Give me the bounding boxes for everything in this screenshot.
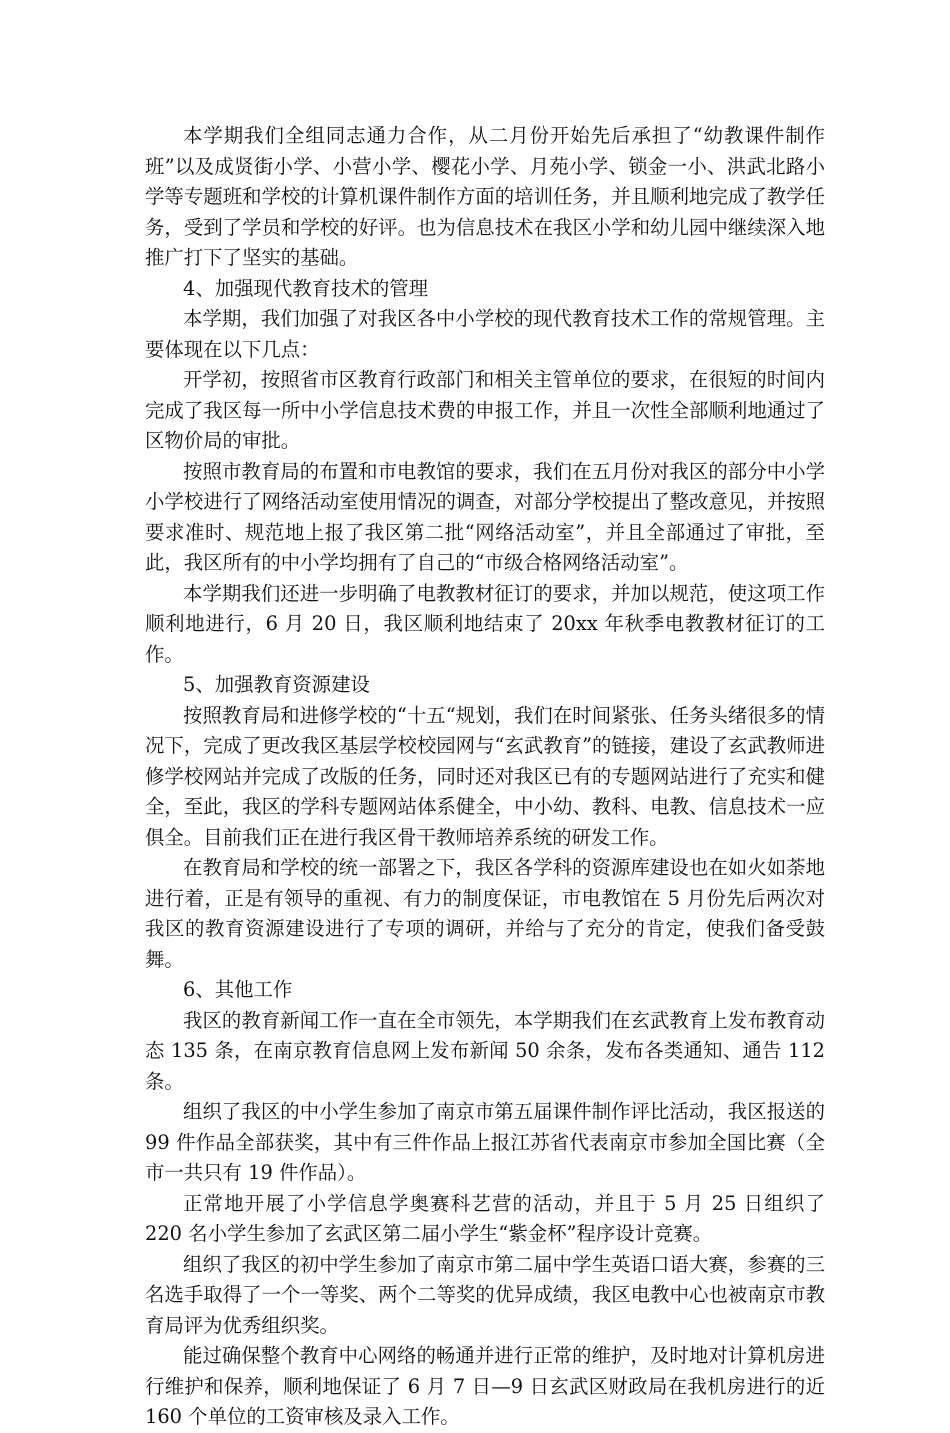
section-heading-5: 5、加强教育资源建设 (183, 673, 370, 696)
section-heading-4: 4、加强现代教育技术的管理 (183, 276, 429, 300)
paragraph-news: 我区的教育新闻工作一直在全市领先，本学期我们在玄武教育上发布教育动态 135 条，在南京教育信息网上发布新闻 50 余条，发布各类通知、通告 112 条。 (145, 1008, 825, 1093)
paragraph-textbook-order: 本学期我们还进一步明确了电教教材征订的要求，并加以规范，使这项工作顺利地进行，6 月 20 日，我区顺利地结束了 20xx 年秋季电教教材征订的工作。 (145, 581, 825, 666)
paragraph-programming-contest: 正常地开展了小学信息学奥赛科艺营的活动，并且于 5 月 25 日组织了 220 名小学生参加了玄武区第二届小学生“紫金杯”程序设计竞赛。 (145, 1191, 825, 1245)
paragraph-management-intro: 本学期，我们加强了对我区各中小学校的现代教育技术工作的常规管理。主要体现在以下几点： (145, 307, 825, 361)
paragraph-network-maintenance: 能过确保整个教育中心网络的畅通并进行正常的维护，及时地对计算机房进行维护和保养，顺利地保证了 6 月 7 日—9 日玄武区财政局在我机房进行的近 160 个单位的工资审核及录入工作。 (145, 1344, 825, 1428)
paragraph-website: 按照教育局和进修学校的“十五“规划，我们在时间紧张、任务头绪很多的情况下，完成了更改我区基层学校校园网与“玄武教育”的链接，建设了玄武教师进修学校网站并完成了改版的任务，同时还对我区已有的专题网站进行了充实和健全，至此，我区的学科专题网站体系健全，中小幼、教科、电教、信息技术一应俱全。目前我们正在进行我区骨干教师培养系统的研发工作。 (145, 703, 825, 849)
paragraph-resource-library: 在教育局和学校的统一部署之下，我区各学科的资源库建设也在如火如荼地进行着，正是有领导的重视、有力的制度保证，市电教馆在 5 月份先后两次对我区的教育资源建设进行了专项的调研，并给与了充分的肯定，使我们备受鼓舞。 (145, 856, 825, 971)
paragraph-training: 本学期我们全组同志通力合作，从二月份开始先后承担了“幼教课件制作班”以及成贤街小学、小营小学、樱花小学、月苑小学、锁金一小、洪武北路小学等专题班和学校的计算机课件制作方面的培训任务，并且顺利地完成了教学任务，受到了学员和学校的好评。也为信息技术在我区小学和幼儿园中继续深入地推广打下了坚实的基础。 (145, 124, 825, 269)
paragraph-network-room: 按照市教育局的布置和市电教馆的要求，我们在五月份对我区的部分中小学小学校进行了网络活动室使用情况的调查，对部分学校提出了整改意见，并按照要求准时、规范地上报了我区第二批“网络活动室”，并且全部通过了审批，至此，我区所有的中小学均拥有了自己的“市级合格网络活动室”。 (145, 459, 825, 574)
section-heading-6: 6、其他工作 (183, 978, 293, 1001)
paragraph-english-contest: 组织了我区的初中学生参加了南京市第二届中学生英语口语大赛，参赛的三名选手取得了一个一等奖、两个二等奖的优异成绩，我区电教中心也被南京市教育局评为优秀组织奖。 (145, 1252, 825, 1337)
paragraph-courseware-contest: 组织了我区的中小学生参加了南京市第五届课件制作评比活动，我区报送的 99 件作品全部获奖，其中有三件作品上报江苏省代表南京市参加全国比赛（全市一共只有 19 件作品）。 (145, 1100, 825, 1184)
paragraph-fee-application: 开学初，按照省市区教育行政部门和相关主管单位的要求，在很短的时间内完成了我区每一所中小学信息技术费的申报工作，并且一次性全部顺利地通过了区物价局的审批。 (145, 368, 825, 452)
document-body (145, 121, 825, 1433)
